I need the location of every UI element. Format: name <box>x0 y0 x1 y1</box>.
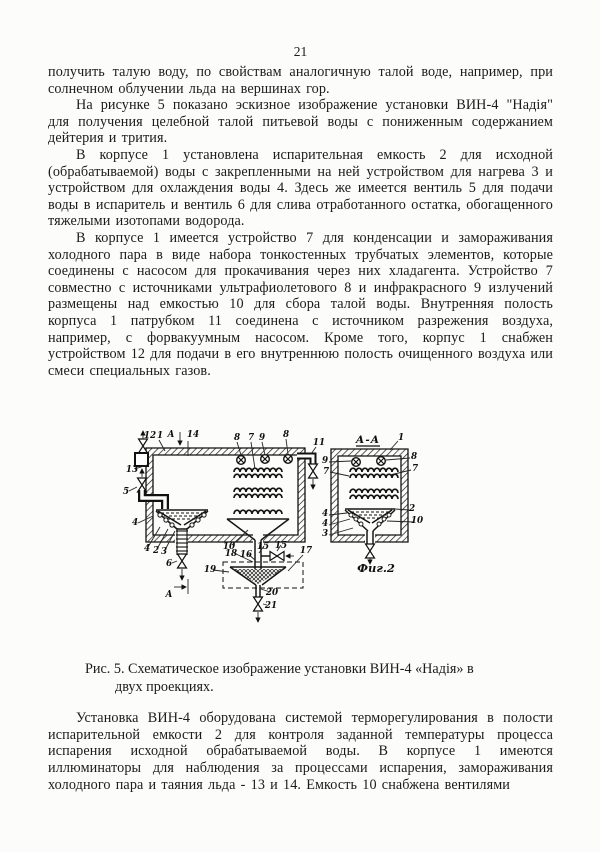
paragraph-4: В корпусе 1 имеется устройство 7 для конденсации и замораживания холодного пара в виде набора тонкостенных трубчатых элементов, которые соединены с насосом для прокачивания через них хладагента. Устройство 7 совместно с источниками ультрафиолетового 8 и инфракрасного 9 излучений размещены над емкостью 10 для сбора талой воды. Внутренняя полость корпуса 1 патрубком 11 соединена с источником разрежения воздуха, например, с форвакуумным насосом. Кроме того, корпус 1 снабжен устройством 12 для подачи в его внутреннюю полость очищенного воздуха или смеси специальных газов. <box>48 229 553 379</box>
figure-label: 15 <box>256 542 270 553</box>
figure-label: А-А <box>355 434 381 447</box>
figure-label: 21 <box>264 601 278 612</box>
valve-11-icon <box>309 464 318 478</box>
figure-label: 8 <box>282 430 290 441</box>
figure-label: 4 <box>321 509 329 520</box>
ice-fill <box>232 569 284 584</box>
installation-schematic <box>98 419 518 641</box>
valve-15-icon <box>270 552 284 561</box>
valve-12-icon <box>139 439 148 453</box>
drain-valve-icon <box>366 544 375 558</box>
figure-label: 4 <box>131 518 139 529</box>
figure-label: А <box>167 430 175 441</box>
figure-label: 20 <box>265 588 279 599</box>
figure-label: 10 <box>410 516 424 527</box>
figure-label: 14 <box>186 430 200 441</box>
paragraph-1: получить талую воду, по свойствам аналогичную талой воде, например, при солнечном облучении льда на вершинах гор. <box>48 64 553 97</box>
figure-label: 9 <box>321 456 329 467</box>
figure-label: 2 <box>152 546 160 557</box>
figure-label: 1 <box>156 431 164 442</box>
page-number: 21 <box>293 44 308 59</box>
right-lamps <box>352 457 386 467</box>
figure-label: 9 <box>258 433 266 444</box>
figure-label: 8 <box>410 452 418 463</box>
figure-label: 6 <box>165 559 173 570</box>
figure-label: 18 <box>224 549 238 560</box>
figure-label: Фиг.2 <box>357 561 395 576</box>
figure-label: 3 <box>321 529 329 540</box>
figure-label: 2 <box>408 504 416 515</box>
right-coils <box>350 468 398 499</box>
page-content <box>48 44 553 793</box>
paragraph-3: В корпусе 1 установлена испарительная емкость 2 для исходной (обрабатываемой) воды с закрепленными на ней устройством для нагрева 3 и устройством для охлаждения воды 4. Здесь же имеется вентиль 5 для подачи воды в испаритель и вентиль 6 для слива отработанного остатка, обогащенного тяжелыми изотопами водорода. <box>48 146 553 230</box>
figure-label: 19 <box>203 565 217 576</box>
valve-5-icon <box>138 478 147 492</box>
condenser-coils <box>234 468 282 514</box>
figure-label: 17 <box>299 546 313 557</box>
figure-label: 13 <box>125 465 139 476</box>
figure-label: 7 <box>411 464 419 475</box>
valve-6-icon <box>178 554 187 568</box>
figure-label: 11 <box>312 438 326 449</box>
figure-label: 7 <box>322 467 330 478</box>
figure-label: 4 <box>321 519 329 530</box>
leader-lines <box>129 439 414 605</box>
figure-5-diagram <box>48 419 553 641</box>
uv-ir-lamps <box>237 455 293 465</box>
paragraph-2: На рисунке 5 показано эскизное изображение установки ВИН-4 "Надія" для получения целебной талой питьевой воды с пониженным содержанием дейтерия и трития. <box>48 97 553 147</box>
figure-label: 3 <box>160 547 168 558</box>
figure-label: 12 <box>143 431 157 442</box>
figure-label: А <box>165 590 173 601</box>
caption-line-1: Рис. 5. Схематическое изображение установки ВИН-4 «Надія» в <box>85 661 474 678</box>
figure-label: 1 <box>397 433 405 444</box>
figure-label: 4 <box>143 544 151 555</box>
receiver-tank <box>223 562 303 622</box>
figure-label: 15 <box>274 541 288 552</box>
figure-label: 8 <box>233 433 241 444</box>
figure-label: 10 <box>222 542 236 553</box>
valve-21-icon <box>254 597 263 611</box>
figure-caption <box>48 661 553 696</box>
figure-label: 7 <box>247 433 255 444</box>
paragraph-5: Установка ВИН-4 оборудована системой терморегулирования в полости испарительной емкости 2 для контроля заданной температуры процесса испарения исходной обрабатываемой воды. В корпусе 1 имеются иллюминаторы для наблюдения за процессами испарения, замораживания холодного пара и таяния льда - 13 и 14. Емкость 10 снабжена вентилями <box>48 710 553 793</box>
evaporator-vessel <box>156 510 208 580</box>
figure-label: 16 <box>239 550 253 561</box>
caption-line-2: двух проекциях. <box>115 678 214 695</box>
figure-label: 5 <box>122 487 130 498</box>
